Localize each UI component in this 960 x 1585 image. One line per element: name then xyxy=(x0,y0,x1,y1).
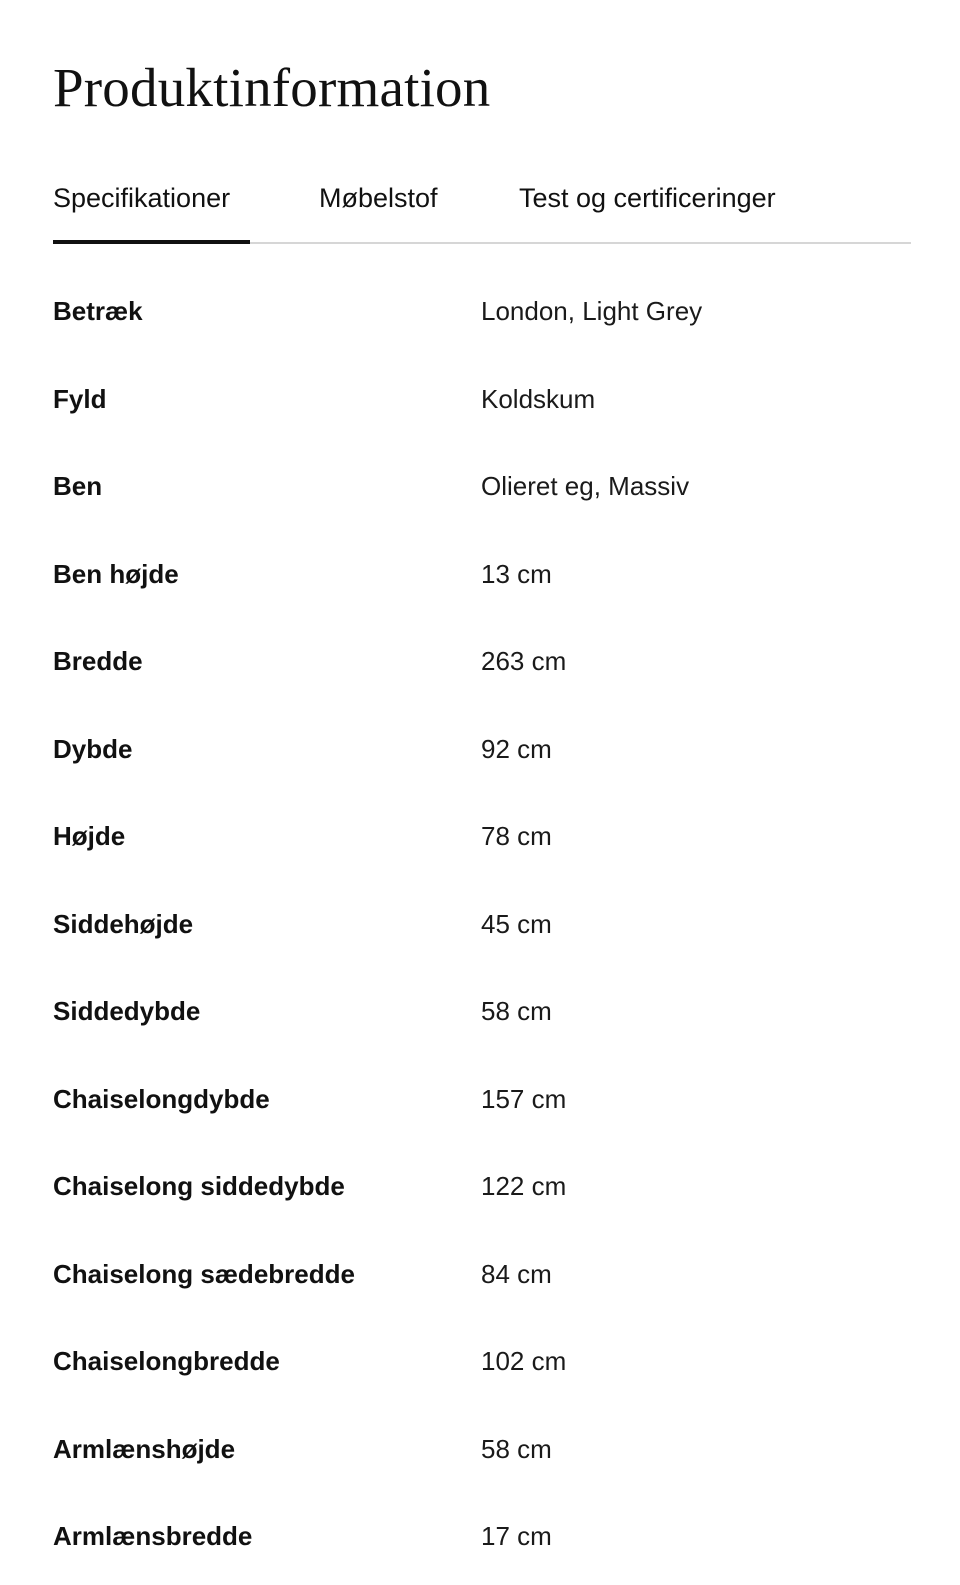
spec-label: Ben xyxy=(53,471,103,501)
spec-value: 84 cm xyxy=(481,1258,552,1289)
spec-label: Højde xyxy=(53,821,126,851)
spec-row-chaiselongdybde xyxy=(53,1058,911,1146)
spec-value: 58 cm xyxy=(481,996,552,1026)
spec-row-armlaenshojde xyxy=(53,1408,911,1496)
spec-value: 13 cm xyxy=(481,558,552,589)
spec-value: 263 cm xyxy=(481,646,567,676)
spec-value: 122 cm xyxy=(481,1171,567,1201)
spec-row-dybde xyxy=(53,708,911,796)
spec-label: Chaiselongdybde xyxy=(53,1083,270,1114)
spec-label: Armlænshøjde xyxy=(53,1433,236,1464)
spec-value: 45 cm xyxy=(481,908,552,939)
spec-row-bredde xyxy=(53,620,911,708)
spec-label: Bredde xyxy=(53,646,143,676)
spec-label: Fyld xyxy=(53,383,107,414)
spec-label: Betræk xyxy=(53,296,143,326)
spec-value: 17 cm xyxy=(481,1521,552,1551)
spec-label: Chaiselong siddedybde xyxy=(53,1171,345,1201)
tab-test-og-certificeringer[interactable]: Test og certificeringer xyxy=(519,183,776,213)
spec-value: 102 cm xyxy=(481,1346,567,1376)
page-title: Produktinformation xyxy=(53,57,491,118)
spec-label: Dybde xyxy=(53,733,133,764)
spec-row-armlaensbredde xyxy=(53,1495,911,1583)
spec-row-chaiselong-saedebredde xyxy=(53,1233,911,1321)
spec-row-siddedybde xyxy=(53,970,911,1058)
spec-row-chaiselong-siddedybde xyxy=(53,1145,911,1233)
spec-row-fyld xyxy=(53,358,911,446)
spec-label: Siddedybde xyxy=(53,996,201,1026)
spec-row-ben-hojde xyxy=(53,533,911,621)
spec-value: London, Light Grey xyxy=(481,296,703,326)
spec-row-hojde xyxy=(53,795,911,883)
spec-value: 92 cm xyxy=(481,733,552,764)
spec-label: Chaiselong sædebredde xyxy=(53,1258,355,1289)
spec-value: 157 cm xyxy=(481,1083,567,1114)
spec-label: Siddehøjde xyxy=(53,908,194,939)
spec-value: 58 cm xyxy=(481,1433,552,1464)
spec-row-betraek xyxy=(53,270,911,358)
spec-value: Olieret eg, Massiv xyxy=(481,471,690,501)
tab-specifikationer[interactable]: Specifikationer xyxy=(53,176,250,244)
specifications-table xyxy=(53,270,911,1583)
spec-label: Ben højde xyxy=(53,558,179,589)
spec-value: 78 cm xyxy=(481,821,552,851)
spec-row-ben xyxy=(53,445,911,533)
spec-label: Chaiselongbredde xyxy=(53,1346,280,1376)
spec-row-siddehojde xyxy=(53,883,911,971)
spec-row-chaiselongbredde xyxy=(53,1320,911,1408)
spec-label: Armlænsbredde xyxy=(53,1521,253,1551)
spec-value: Koldskum xyxy=(481,383,596,414)
tab-mobelstof[interactable]: Møbelstof xyxy=(319,183,438,213)
tab-bar xyxy=(53,176,911,244)
